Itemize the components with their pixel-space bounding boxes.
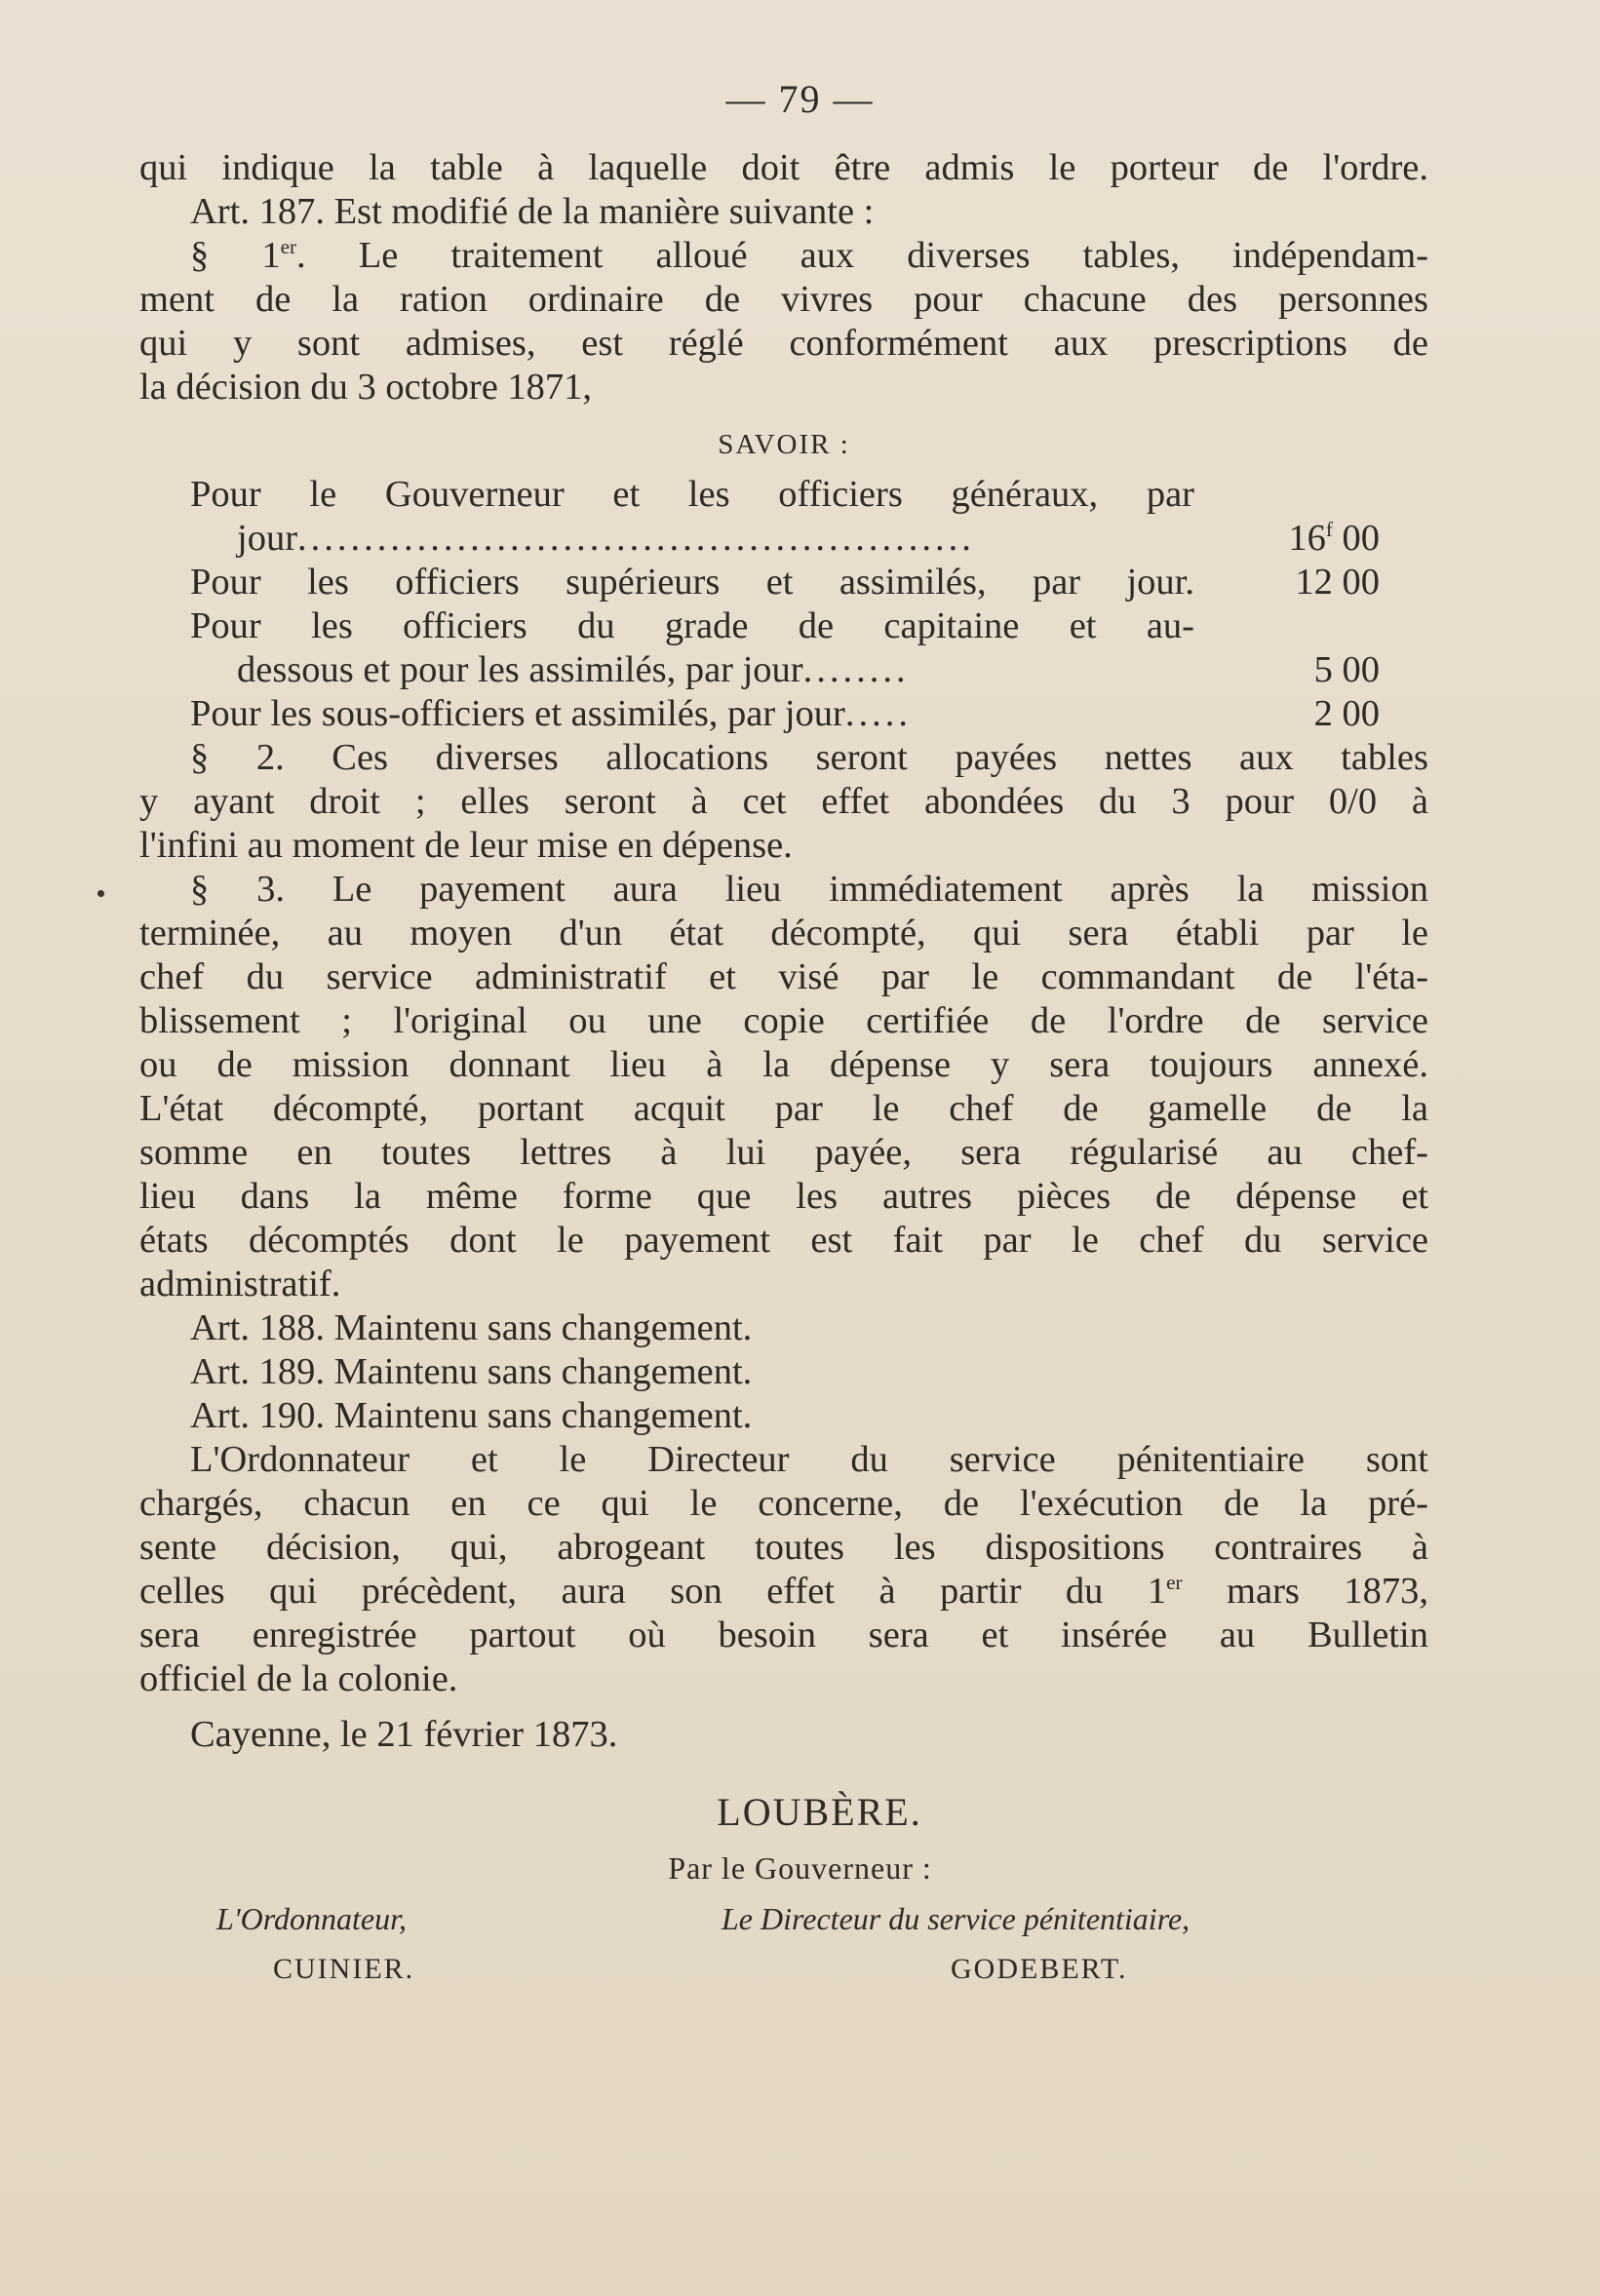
ink-speck (98, 890, 104, 897)
par-le-gouverneur: Par le Gouverneur : (668, 1850, 932, 1886)
paragraph-3-line: états décomptés dont le payement est fait par le chef du service (139, 1220, 1428, 1261)
article-188: Art. 188. Maintenu sans changement. (190, 1307, 753, 1348)
allowance-amount: 5 00 (1313, 649, 1380, 690)
leader-dots: ........ (802, 649, 910, 690)
allowance-amount: 12 00 (1295, 562, 1380, 603)
text-line: qui y sont admises, est réglé conformément aux prescriptions de (139, 323, 1428, 364)
closing-line: L'Ordonnateur et le Directeur du service pénitentiaire sont (190, 1439, 1428, 1480)
allowance-description: Pour les officiers du grade de capitaine et au- (190, 605, 1194, 646)
closing-line (139, 1570, 1428, 1614)
paragraph-3-line: administratif. (139, 1264, 341, 1304)
allowance-row-continued (190, 517, 1428, 561)
paragraph-3-line: blissement ; l'original ou une copie certifiée de l'ordre de service (139, 1000, 1428, 1041)
allowance-row (190, 692, 1428, 736)
text-line: qui indique la table à laquelle doit être admis le porteur de l'ordre. (139, 147, 1428, 188)
paragraph-1-first-line (139, 234, 1428, 278)
governor-signature: LOUBÈRE. (717, 1790, 922, 1834)
allowance-row (190, 604, 1428, 648)
paragraph-2-line: § 2. Ces diverses allocations seront payées nettes aux tables (190, 737, 1428, 778)
left-signatory-title: L'Ordonnateur, (216, 1901, 408, 1936)
savoir-heading: SAVOIR : (718, 429, 850, 460)
allowance-row-continued (190, 648, 1428, 692)
leader-dots: ................................................... (297, 518, 975, 559)
allowance-row (190, 473, 1428, 517)
text-line: ment de la ration ordinaire de vivres pour chacune des personnes (139, 279, 1428, 320)
allowance-amount (1288, 517, 1380, 561)
allowance-text: dessous et pour les assimilés, par jour (237, 649, 803, 690)
allowance-amount: 2 00 (1313, 693, 1380, 734)
allowance-description (190, 692, 1194, 736)
article-189: Art. 189. Maintenu sans changement. (190, 1351, 753, 1392)
allowance-text: jour (237, 518, 298, 559)
left-signatory-name: CUINIER. (273, 1953, 415, 1985)
paragraph-3-line: somme en toutes lettres à lui payée, sera régularisé au chef- (139, 1132, 1428, 1173)
amount-value: 16 (1288, 518, 1326, 559)
paragraph-marker: § 1 (190, 235, 281, 276)
body-text (139, 146, 1428, 1757)
text-fragment: . Le traitement alloué aux diverses tables, indépendam- (296, 235, 1428, 276)
right-signatory-name: GODEBERT. (951, 1953, 1128, 1985)
paragraph-3-line: lieu dans la même forme que les autres pièces de dépense et (139, 1176, 1428, 1217)
superscript: er (1166, 1571, 1183, 1595)
right-signatory-title: Le Directeur du service pénitentiaire, (722, 1901, 1190, 1936)
closing-line: sente décision, qui, abrogeant toutes les dispositions contraires à (139, 1527, 1428, 1568)
leader-dots: ..... (844, 693, 912, 734)
allowance-table (190, 473, 1428, 736)
allowance-description: Pour les officiers supérieurs et assimilés, par jour. (190, 562, 1194, 603)
allowance-description: Pour le Gouverneur et les officiers généraux, par (190, 474, 1194, 515)
closing-line: chargés, chacun en ce qui le concerne, de l'exécution de la pré- (139, 1483, 1428, 1524)
paragraph-3-line: § 3. Le payement aura lieu immédiatement après la mission (190, 869, 1428, 910)
text-fragment: celles qui précèdent, aura son effet à partir du 1 (139, 1571, 1167, 1612)
superscript: er (280, 235, 297, 259)
allowance-description (190, 517, 1194, 561)
allowance-text: Pour les sous-officiers et assimilés, par jour (190, 693, 845, 734)
text-fragment: mars 1873, (1182, 1571, 1428, 1612)
paragraph-3-line: ou de mission donnant lieu à la dépense y sera toujours annexé. (139, 1044, 1428, 1085)
paragraph-3-line: terminée, au moyen d'un état décompté, qui sera établi par le (139, 913, 1428, 953)
article-190: Art. 190. Maintenu sans changement. (190, 1395, 753, 1436)
amount-cents: 00 (1332, 518, 1380, 559)
page-number: — 79 — (725, 77, 875, 121)
closing-line: sera enregistrée partout où besoin sera et insérée au Bulletin (139, 1615, 1428, 1655)
allowance-description (190, 648, 1194, 692)
allowance-row (190, 561, 1428, 604)
paragraph-3-line: L'état décompté, portant acquit par le chef de gamelle de la (139, 1088, 1428, 1129)
date-line: Cayenne, le 21 février 1873. (190, 1714, 618, 1755)
paragraph-2-line: y ayant droit ; elles seront à cet effet abondées du 3 pour 0/0 à (139, 781, 1428, 822)
amount-unit: f (1325, 518, 1333, 542)
closing-line: officiel de la colonie. (139, 1658, 458, 1699)
article-187-heading: Art. 187. Est modifié de la manière suivante : (190, 191, 875, 232)
text-line: la décision du 3 octobre 1871, (139, 367, 593, 408)
paragraph-3-line: chef du service administratif et visé par le commandant de l'éta- (139, 956, 1428, 997)
paragraph-2-line: l'infini au moment de leur mise en dépense. (139, 825, 793, 866)
